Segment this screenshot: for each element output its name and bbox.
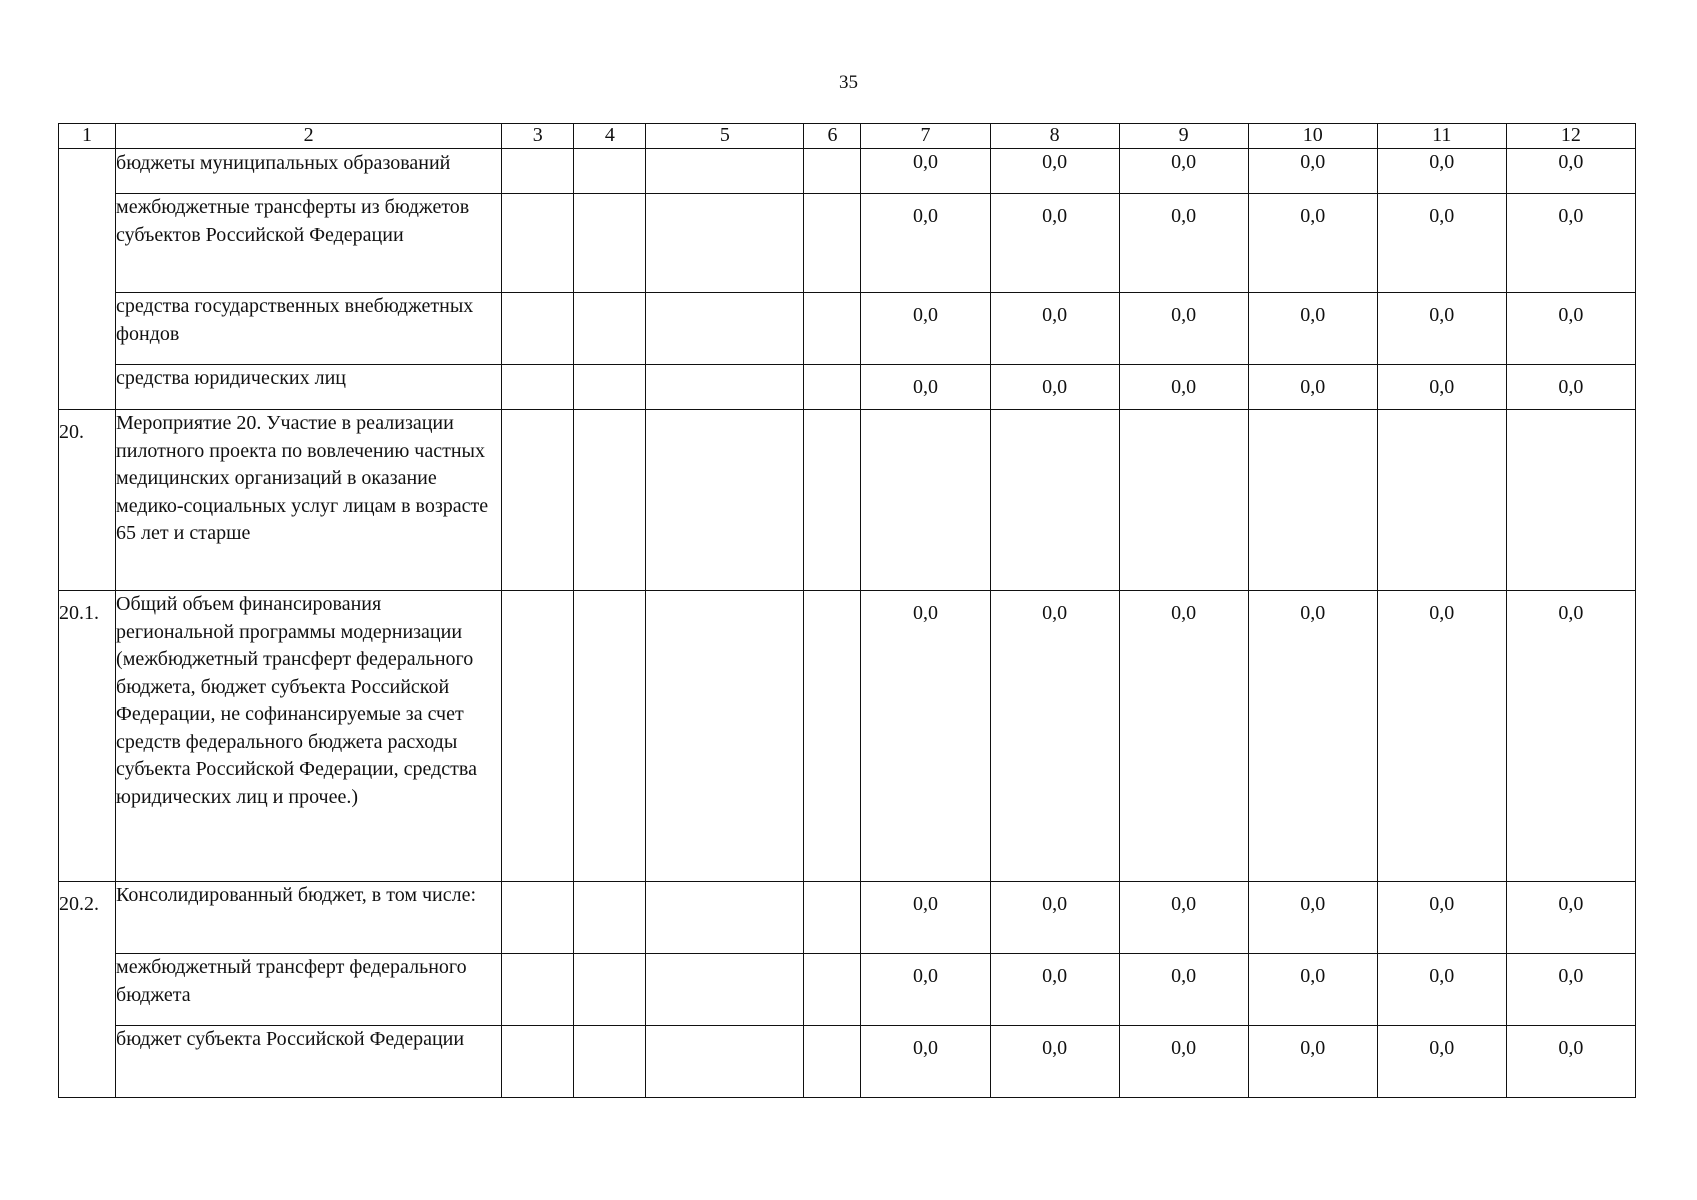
table-row: [59, 882, 1636, 954]
empty-cell: [574, 149, 646, 194]
empty-cell: [646, 954, 804, 1026]
value-cell: [1119, 410, 1248, 591]
value-cell: 0,0: [1377, 365, 1506, 410]
empty-cell: [574, 954, 646, 1026]
value-cell: 0,0: [861, 591, 990, 882]
empty-cell: [804, 882, 861, 954]
table-row: [59, 1026, 1636, 1098]
value-cell: 0,0: [990, 1026, 1119, 1098]
empty-cell: [574, 882, 646, 954]
column-header: 1: [59, 124, 116, 149]
value-cell: 0,0: [1506, 365, 1635, 410]
value-cell: 0,0: [1377, 954, 1506, 1026]
value-cell: 0,0: [1248, 194, 1377, 293]
value-cell: 0,0: [861, 293, 990, 365]
value-cell: 0,0: [1506, 1026, 1635, 1098]
value-cell: [990, 410, 1119, 591]
value-cell: 0,0: [1248, 591, 1377, 882]
value-cell: 0,0: [1506, 293, 1635, 365]
empty-cell: [574, 591, 646, 882]
empty-cell: [804, 365, 861, 410]
empty-cell: [646, 1026, 804, 1098]
empty-cell: [804, 149, 861, 194]
value-cell: 0,0: [1248, 149, 1377, 194]
empty-cell: [502, 365, 574, 410]
value-cell: 0,0: [1377, 194, 1506, 293]
value-cell: 0,0: [1506, 194, 1635, 293]
empty-cell: [646, 149, 804, 194]
value-cell: 0,0: [990, 149, 1119, 194]
value-cell: 0,0: [990, 293, 1119, 365]
empty-cell: [502, 954, 574, 1026]
value-cell: 0,0: [990, 365, 1119, 410]
value-cell: 0,0: [1377, 293, 1506, 365]
empty-cell: [574, 410, 646, 591]
column-header: 10: [1248, 124, 1377, 149]
value-cell: 0,0: [861, 149, 990, 194]
row-label: Общий объем финансирования региональной программы модернизации (межбюджетный трансферт федерального бюджета, бюджет субъекта Российской Федерации, не софинансируемые за счет средств федерального бюджета расходы субъекта Российской Федерации, средства юридических лиц и прочее.): [116, 591, 502, 882]
value-cell: 0,0: [861, 954, 990, 1026]
empty-cell: [574, 365, 646, 410]
empty-cell: [502, 591, 574, 882]
row-label: средства государственных внебюджетных фондов: [116, 293, 502, 365]
column-header: 7: [861, 124, 990, 149]
column-header: 3: [502, 124, 574, 149]
empty-cell: [804, 293, 861, 365]
empty-cell: [646, 293, 804, 365]
value-cell: 0,0: [1377, 591, 1506, 882]
value-cell: [1377, 410, 1506, 591]
column-header: 6: [804, 124, 861, 149]
value-cell: 0,0: [1119, 194, 1248, 293]
empty-cell: [804, 954, 861, 1026]
value-cell: 0,0: [1248, 954, 1377, 1026]
row-number: 20.2.: [59, 882, 116, 1098]
empty-cell: [646, 591, 804, 882]
value-cell: 0,0: [1248, 1026, 1377, 1098]
table-row: [59, 149, 1636, 194]
table-row: [59, 365, 1636, 410]
table-row: [59, 293, 1636, 365]
empty-cell: [502, 1026, 574, 1098]
value-cell: 0,0: [1119, 149, 1248, 194]
value-cell: 0,0: [861, 194, 990, 293]
table-row: [59, 410, 1636, 591]
value-cell: 0,0: [1506, 591, 1635, 882]
header-row: [59, 124, 1636, 149]
column-header: 9: [1119, 124, 1248, 149]
empty-cell: [502, 882, 574, 954]
column-header: 11: [1377, 124, 1506, 149]
empty-cell: [502, 410, 574, 591]
empty-cell: [646, 365, 804, 410]
empty-cell: [646, 194, 804, 293]
empty-cell: [502, 149, 574, 194]
row-label: межбюджетные трансферты из бюджетов субъектов Российской Федерации: [116, 194, 502, 293]
value-cell: 0,0: [1119, 954, 1248, 1026]
empty-cell: [804, 410, 861, 591]
value-cell: [1506, 410, 1635, 591]
value-cell: 0,0: [1377, 149, 1506, 194]
page-number: 35: [839, 72, 858, 93]
empty-cell: [574, 194, 646, 293]
row-number: 20.1.: [59, 591, 116, 882]
value-cell: 0,0: [990, 954, 1119, 1026]
row-label: бюджеты муниципальных образований: [116, 149, 502, 194]
row-label: средства юридических лиц: [116, 365, 502, 410]
empty-cell: [502, 194, 574, 293]
value-cell: [1248, 410, 1377, 591]
value-cell: 0,0: [1377, 882, 1506, 954]
value-cell: 0,0: [1248, 365, 1377, 410]
value-cell: 0,0: [990, 591, 1119, 882]
empty-cell: [804, 1026, 861, 1098]
empty-cell: [502, 293, 574, 365]
value-cell: 0,0: [1119, 1026, 1248, 1098]
value-cell: 0,0: [990, 194, 1119, 293]
value-cell: 0,0: [990, 882, 1119, 954]
row-label: бюджет субъекта Российской Федерации: [116, 1026, 502, 1098]
empty-cell: [804, 591, 861, 882]
empty-cell: [804, 194, 861, 293]
value-cell: 0,0: [1377, 1026, 1506, 1098]
table-row: [59, 954, 1636, 1026]
empty-cell: [574, 1026, 646, 1098]
row-label: Мероприятие 20. Участие в реализации пилотного проекта по вовлечению частных медицинских организаций в оказание медико-социальных услуг лицам в возрасте 65 лет и старше: [116, 410, 502, 591]
table-row: [59, 591, 1636, 882]
row-label: межбюджетный трансферт федерального бюджета: [116, 954, 502, 1026]
column-header: 12: [1506, 124, 1635, 149]
value-cell: 0,0: [1248, 882, 1377, 954]
value-cell: 0,0: [1506, 149, 1635, 194]
table-row: [59, 194, 1636, 293]
value-cell: 0,0: [861, 1026, 990, 1098]
row-label: Консолидированный бюджет, в том числе:: [116, 882, 502, 954]
column-header: 5: [646, 124, 804, 149]
column-header: 8: [990, 124, 1119, 149]
empty-cell: [646, 882, 804, 954]
empty-cell: [646, 410, 804, 591]
value-cell: 0,0: [1506, 954, 1635, 1026]
column-header: 2: [116, 124, 502, 149]
value-cell: 0,0: [861, 882, 990, 954]
value-cell: 0,0: [1506, 882, 1635, 954]
value-cell: [861, 410, 990, 591]
value-cell: 0,0: [1119, 365, 1248, 410]
value-cell: 0,0: [1119, 293, 1248, 365]
value-cell: 0,0: [1248, 293, 1377, 365]
column-header: 4: [574, 124, 646, 149]
value-cell: 0,0: [861, 365, 990, 410]
empty-cell: [574, 293, 646, 365]
value-cell: 0,0: [1119, 591, 1248, 882]
financing-table: [58, 123, 1636, 1098]
row-number: 20.: [59, 410, 116, 591]
row-number: [59, 149, 116, 410]
value-cell: 0,0: [1119, 882, 1248, 954]
